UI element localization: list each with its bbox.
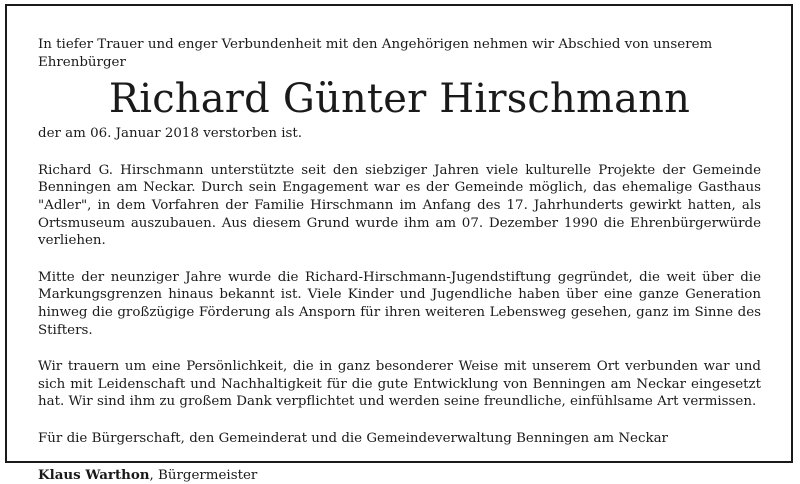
closing-line: Für die Bürgerschaft, den Gemeinderat und die Gemeindeverwaltung Benningen am Neckar <box>38 430 761 448</box>
death-date-line: der am 06. Januar 2018 verstorben ist. <box>38 125 761 143</box>
paragraph-biography: Richard G. Hirschmann unterstützte seit den siebziger Jahren viele kulturelle Projekte der Gemeinde Benningen am Neckar. Durch sein Engagement war es der Gemeinde möglich, das ehemalige Gasthaus "Adler", in dem Vorfahren der Familie Hirschmann im Anfang des 17. Jahrhunderts gewirkt hatten, als Ortsmuseum auszubauen. Aus diesem Grund wurde ihm am 07. Dezember 1990 die Ehrenbürgerwürde verliehen. <box>38 162 761 250</box>
signer-name: Klaus Warthon <box>38 467 150 483</box>
signer-title: Bürgermeister <box>158 468 257 483</box>
obituary-notice <box>38 36 761 484</box>
signature <box>38 467 761 484</box>
paragraph-foundation: Mitte der neunziger Jahre wurde die Richard-Hirschmann-Jugendstiftung gegründet, die weit über die Markungsgrenzen hinaus bekannt ist. Viele Kinder und Jugendliche haben über eine ganze Generation hinweg die großzügige Förderung als Ansporn für ihren weiteren Lebensweg gesehen, ganz im Sinne des Stifters. <box>38 269 761 339</box>
signer-separator: , <box>150 468 159 483</box>
intro-text: In tiefer Trauer und enger Verbundenheit mit den Angehörigen nehmen wir Abschied von unserem Ehrenbürger <box>38 36 761 71</box>
paragraph-mourning: Wir trauern um eine Persönlichkeit, die in ganz besonderer Weise mit unserem Ort verbunden war und sich mit Leidenschaft und Nachhaltigkeit für die gute Entwicklung von Benningen am Neckar eingesetzt hat. Wir sind ihm zu großem Dank verpflichtet und werden seine freundliche, einfühlsame Art vermissen. <box>38 358 761 411</box>
deceased-name: Richard Günter Hirschmann <box>38 77 761 121</box>
